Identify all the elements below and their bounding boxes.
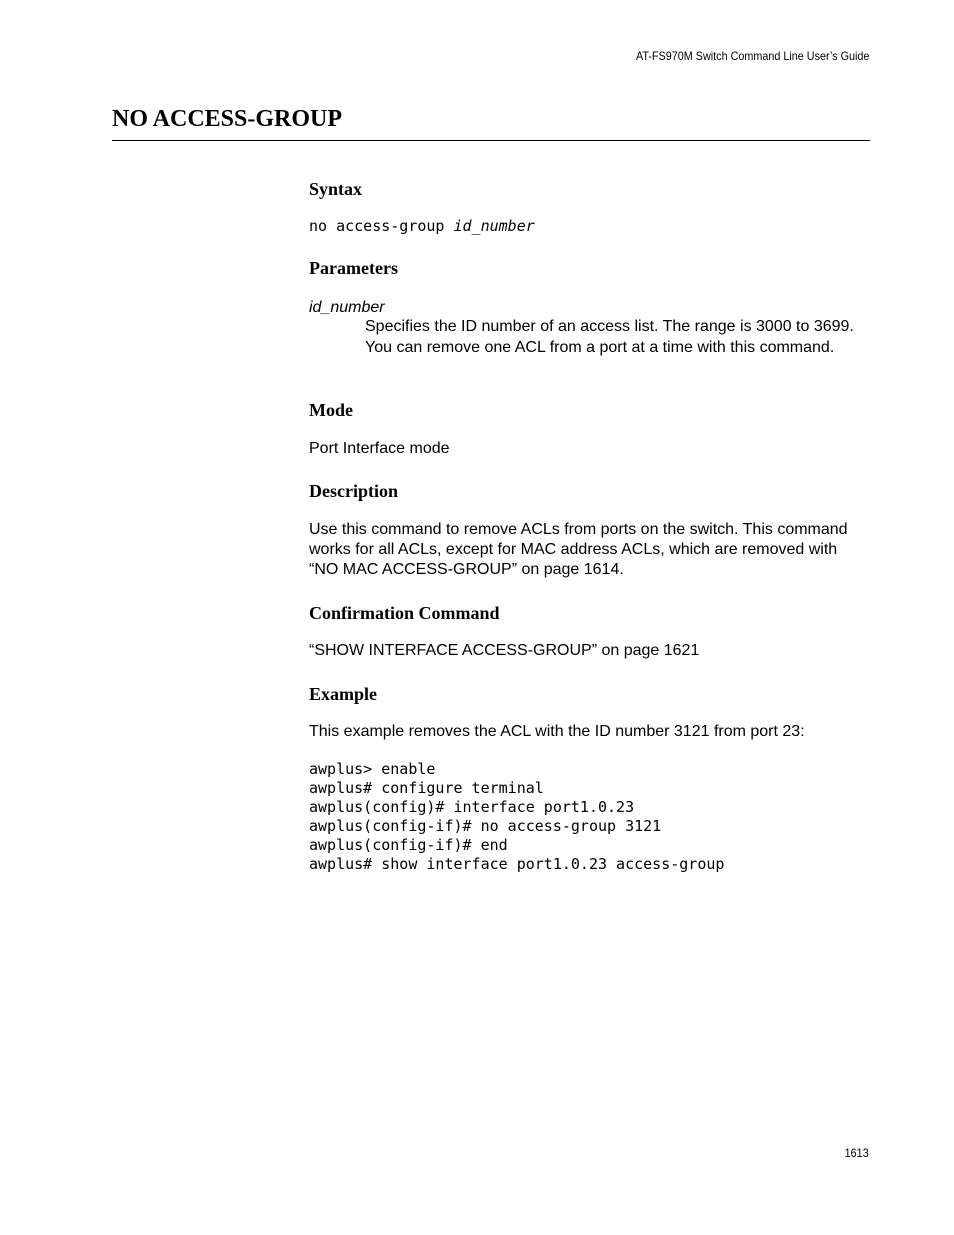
parameters-heading: Parameters [309, 258, 398, 278]
parameter-term: id_number [309, 299, 385, 316]
example-intro: This example removes the ACL with the ID number 3121 from port 23: [309, 723, 805, 740]
code-line: awplus# show interface port1.0.23 access-group [309, 855, 725, 873]
code-line: awplus> enable [309, 760, 436, 778]
running-header: AT-FS970M Switch Command Line User’s Guide [635, 49, 869, 63]
confirmation-heading: Confirmation Command [309, 603, 500, 623]
code-line: awplus(config)# interface port1.0.23 [309, 798, 635, 816]
syntax-parameter: id_number [453, 217, 535, 235]
description-text: Use this command to remove ACLs from ports on the switch. This command works for all ACLs, except for MAC address ACLs, which are removed with “NO MAC ACCESS-GROUP” on page 1614. [309, 521, 848, 578]
page-number: 1613 [844, 1146, 869, 1160]
code-line: awplus(config-if)# no access-group 3121 [309, 817, 662, 835]
description-heading: Description [309, 481, 398, 501]
mode-text: Port Interface mode [309, 440, 450, 457]
code-line: awplus(config-if)# end [309, 836, 508, 854]
title-rule [112, 140, 870, 141]
syntax-command: no access-group [309, 217, 445, 235]
page-title: NO ACCESS-GROUP [112, 106, 343, 132]
syntax-heading: Syntax [309, 179, 363, 199]
code-line: awplus# configure terminal [309, 779, 544, 797]
mode-heading: Mode [309, 400, 353, 420]
parameter-definition: Specifies the ID number of an access list. The range is 3000 to 3699. You can remove one ACL from a port at a time with this command. [365, 318, 854, 356]
confirmation-link[interactable]: “SHOW INTERFACE ACCESS-GROUP” on page 1621 [309, 642, 700, 659]
example-heading: Example [309, 684, 378, 704]
example-code-block [309, 760, 724, 874]
syntax-command-line [309, 217, 535, 236]
